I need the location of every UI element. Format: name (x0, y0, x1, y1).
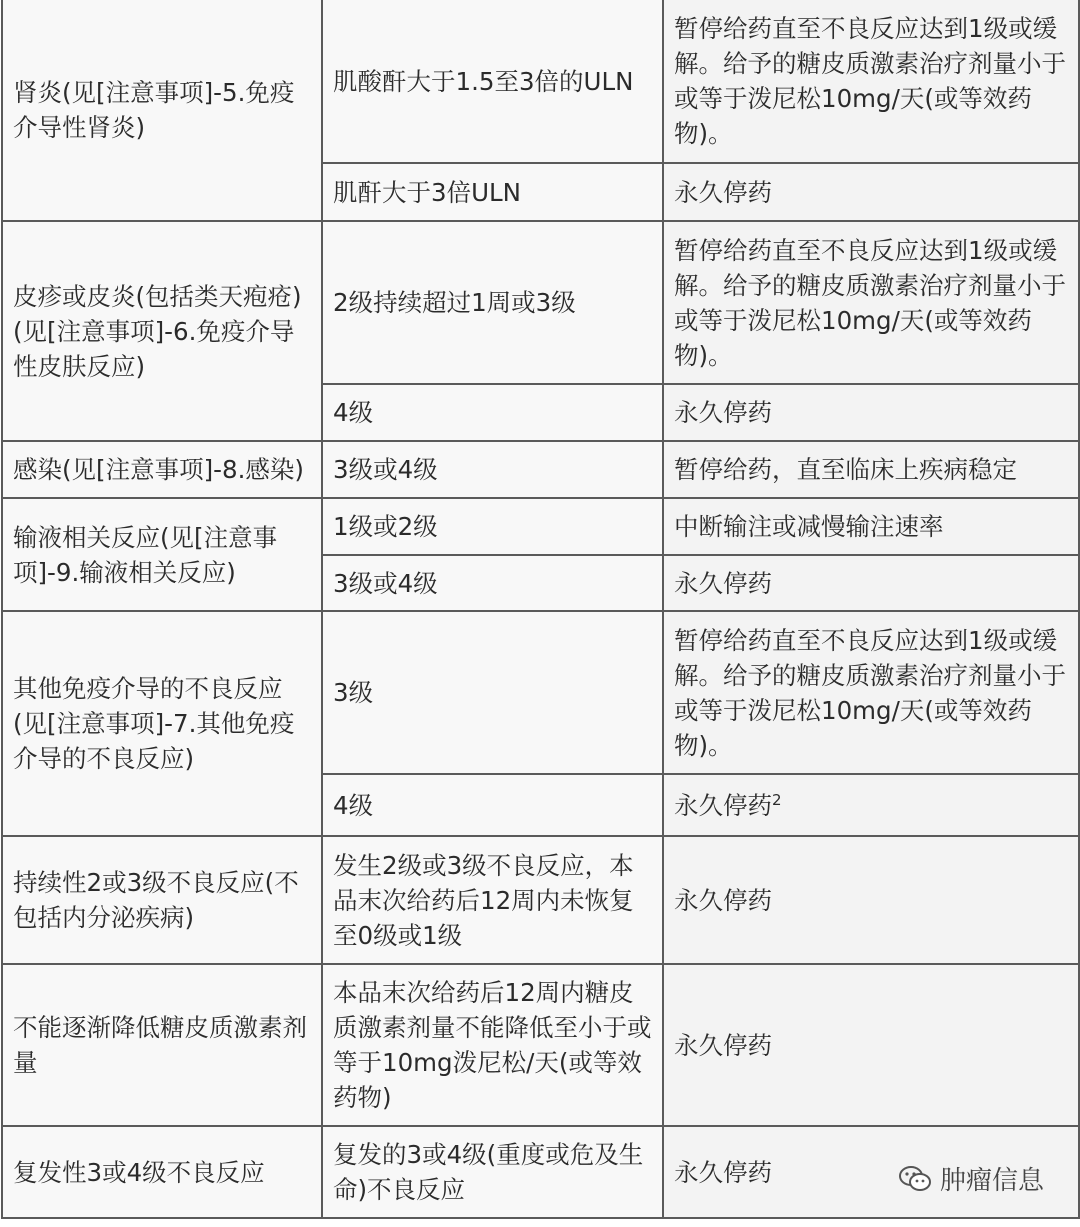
reaction-cell: 感染(见[注意事项]-8.感染) (2, 441, 322, 498)
severity-cell: 复发的3或4级(重度或危及生命)不良反应 (322, 1126, 663, 1218)
severity-cell: 3级 (322, 611, 663, 774)
table-row (2, 836, 1079, 964)
table-row (2, 0, 1079, 163)
action-cell: 永久停药 (663, 555, 1079, 611)
action-cell: 永久停药 (663, 1126, 1079, 1218)
action-cell: 永久停药 (663, 836, 1079, 964)
action-cell (663, 774, 1079, 836)
severity-cell: 肌酐大于3倍ULN (322, 163, 663, 221)
watermark-text: 肿瘤信息 (939, 1166, 1044, 1196)
severity-cell: 4级 (322, 384, 663, 441)
watermark (898, 1160, 1044, 1197)
reaction-cell: 持续性2或3级不良反应(不包括内分泌疾病) (2, 836, 322, 964)
table-row (2, 611, 1079, 774)
action-text: 永久停药 (674, 790, 772, 820)
table-row (2, 221, 1079, 384)
action-cell: 暂停给药直至不良反应达到1级或缓解。给予的糖皮质激素治疗剂量小于或等于泼尼松10mg/天(或等效药物)。 (663, 0, 1079, 163)
action-cell: 永久停药 (663, 163, 1079, 221)
footnote-marker: 2 (772, 790, 782, 809)
severity-cell: 本品末次给药后12周内糖皮质激素剂量不能降低至小于或等于10mg泼尼松/天(或等效药物) (322, 964, 663, 1126)
action-cell: 永久停药 (663, 964, 1079, 1126)
severity-cell: 1级或2级 (322, 498, 663, 555)
severity-cell: 3级或4级 (322, 555, 663, 611)
reaction-cell: 复发性3或4级不良反应 (2, 1126, 322, 1218)
reaction-cell: 输液相关反应(见[注意事项]-9.输液相关反应) (2, 498, 322, 611)
wechat-icon (898, 1165, 932, 1193)
action-cell: 中断输注或减慢输注速率 (663, 498, 1079, 555)
table-row (2, 498, 1079, 555)
severity-cell: 发生2级或3级不良反应，本品末次给药后12周内未恢复至0级或1级 (322, 836, 663, 964)
dose-modification-table (1, 0, 1080, 1219)
reaction-cell: 不能逐渐降低糖皮质激素剂量 (2, 964, 322, 1126)
action-cell: 暂停给药直至不良反应达到1级或缓解。给予的糖皮质激素治疗剂量小于或等于泼尼松10mg/天(或等效药物)。 (663, 611, 1079, 774)
severity-cell: 3级或4级 (322, 441, 663, 498)
table-row (2, 964, 1079, 1126)
table-row (2, 441, 1079, 498)
severity-cell: 4级 (322, 774, 663, 836)
reaction-cell: 其他免疫介导的不良反应(见[注意事项]-7.其他免疫介导的不良反应) (2, 611, 322, 836)
severity-cell: 2级持续超过1周或3级 (322, 221, 663, 384)
action-cell: 暂停给药直至不良反应达到1级或缓解。给予的糖皮质激素治疗剂量小于或等于泼尼松10mg/天(或等效药物)。 (663, 221, 1079, 384)
reaction-cell: 肾炎(见[注意事项]-5.免疫介导性肾炎) (2, 0, 322, 221)
severity-cell: 肌酸酐大于1.5至3倍的ULN (322, 0, 663, 163)
reaction-cell: 皮疹或皮炎(包括类天疱疮)(见[注意事项]-6.免疫介导性皮肤反应) (2, 221, 322, 441)
action-cell: 永久停药 (663, 384, 1079, 441)
action-cell: 暂停给药，直至临床上疾病稳定 (663, 441, 1079, 498)
